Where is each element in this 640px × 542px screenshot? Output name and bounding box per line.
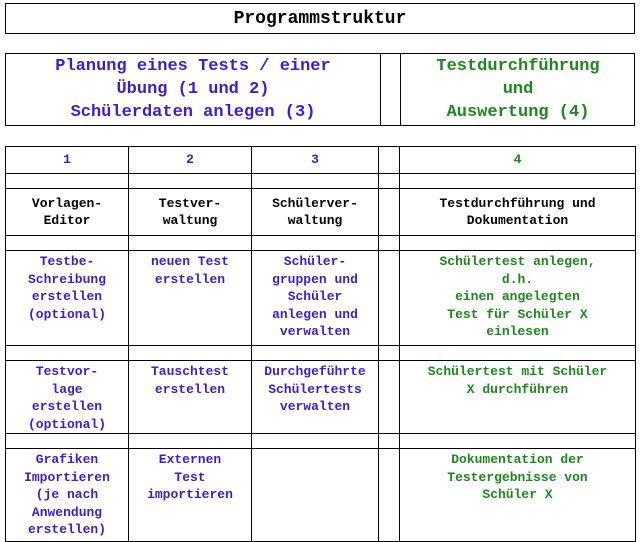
execution-phase-cell bbox=[401, 54, 635, 125]
planning-line: Übung (1 und 2) bbox=[116, 80, 270, 99]
phase-header bbox=[5, 53, 635, 126]
spacer-row bbox=[6, 434, 636, 449]
divider bbox=[380, 54, 381, 125]
column-heading-vorlagen-editor: Vorlagen- Editor bbox=[6, 189, 129, 236]
cell-durchgefuehrte-tests: Durchgeführte Schülertests verwalten bbox=[252, 361, 379, 434]
cell-neuer-test: neuen Test erstellen bbox=[129, 251, 252, 346]
cell-schuelergruppen: Schüler- gruppen und Schüler anlegen und verwalten bbox=[252, 251, 379, 346]
cell-grafiken-importieren: Grafiken Importieren (je nach Anwendung erstellen) bbox=[6, 449, 129, 542]
cell-testvorlage: Testvor- lage erstellen (optional) bbox=[6, 361, 129, 434]
column-heading-row bbox=[6, 189, 636, 236]
execution-line: Testdurchführung bbox=[436, 57, 600, 76]
planning-line: Planung eines Tests / einer bbox=[55, 57, 331, 76]
column-number: 2 bbox=[129, 147, 252, 174]
column-heading-schuelerverwaltung: Schülerver- waltung bbox=[252, 189, 379, 236]
cell-externer-test: Externen Test importieren bbox=[129, 449, 252, 542]
table-row bbox=[6, 449, 636, 542]
spacer-row bbox=[6, 346, 636, 361]
cell-schuelertest-anlegen: Schülertest anlegen, d.h. einen angelegten Test für Schüler X einlesen bbox=[400, 251, 636, 346]
cell-schuelertest-durchfuehren: Schülertest mit Schüler X durchführen bbox=[400, 361, 636, 434]
column-number: 3 bbox=[252, 147, 379, 174]
planning-phase-cell bbox=[6, 54, 380, 125]
cell-dokumentation: Dokumentation der Testergebnisse von Schüler X bbox=[400, 449, 636, 542]
table-row bbox=[6, 251, 636, 346]
column-number-row bbox=[6, 147, 636, 174]
gap-cell bbox=[379, 251, 400, 346]
table-row bbox=[6, 361, 636, 434]
column-heading-testverwaltung: Testver- waltung bbox=[129, 189, 252, 236]
gap-cell bbox=[379, 361, 400, 434]
column-number: 4 bbox=[400, 147, 636, 174]
spacer-row bbox=[6, 236, 636, 251]
spacer-row bbox=[6, 174, 636, 189]
gap-cell bbox=[379, 449, 400, 542]
title-text: Programmstruktur bbox=[233, 8, 407, 29]
gap-cell bbox=[379, 189, 400, 236]
column-number: 1 bbox=[6, 147, 129, 174]
execution-line: und bbox=[502, 80, 534, 99]
cell-tauschtest: Tauschtest erstellen bbox=[129, 361, 252, 434]
planning-line: Schülerdaten anlegen (3) bbox=[70, 103, 316, 122]
gap-cell bbox=[379, 147, 400, 174]
structure-table bbox=[5, 146, 636, 542]
page-title bbox=[5, 3, 635, 34]
cell-testbeschreibung: Testbe- Schreibung erstellen (optional) bbox=[6, 251, 129, 346]
column-heading-testdurchfuehrung: Testdurchführung und Dokumentation bbox=[400, 189, 636, 236]
cell-empty bbox=[252, 449, 379, 542]
execution-line: Auswertung (4) bbox=[446, 103, 590, 122]
